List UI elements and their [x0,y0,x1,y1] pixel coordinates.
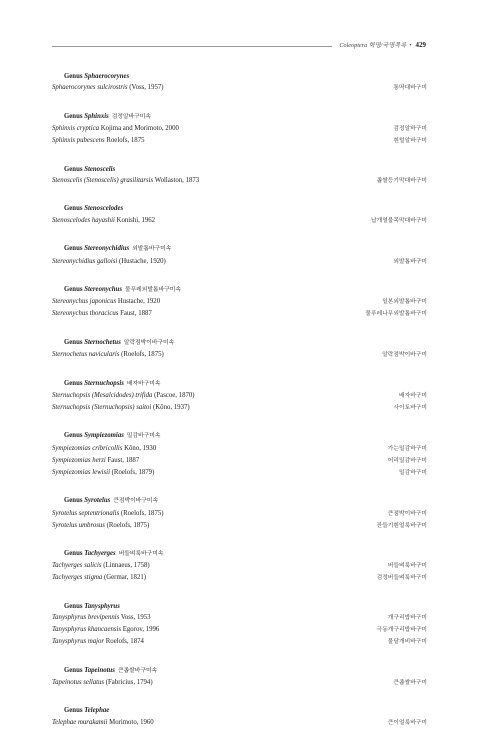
species-korean-name: 알락점박이바구미 [382,352,427,359]
genus-name: Sympiezomias [84,432,124,440]
species-entry [52,612,151,623]
species-author: Wollaston, 1873 [153,177,200,184]
species-name: Sympiezomias cribricollis [52,444,123,452]
species-name: Sternochetus navicularis [52,351,120,359]
genus-label: Genus [64,549,85,557]
species-name: Stereonychus thoracicus [52,310,119,318]
genus-name: Sternuchopsis [84,379,124,387]
genus-label: Genus [64,379,85,387]
species-row [52,612,427,624]
genus-title [52,430,427,442]
species-row [52,560,427,572]
species-korean-name: 외발톱바구미 [393,258,427,265]
species-entry [52,520,149,531]
species-entry [52,215,155,226]
species-row [52,308,427,320]
species-row [52,256,427,268]
genus-korean-name: 물푸레외발톱바구미속 [124,286,181,293]
species-list [52,71,427,745]
species-row [52,82,427,94]
species-korean-name: 검정버들벼룩바구미 [376,575,427,582]
genus-name: Sphaerocorynes [84,73,130,80]
species-author: Voss, 1953 [119,614,151,622]
species-author: Roelofs, 1874 [104,638,144,646]
species-name: Stenoscelis (Stenoscelis) grasilitarsis [52,177,154,184]
species-author: (Roelofs, 1879) [109,468,155,476]
species-author: (Roelofs, 1875) [119,509,164,517]
species-name: Tanysphyrus major [52,638,105,646]
genus-title [52,601,427,612]
species-row [52,296,427,308]
species-korean-name: 큰좁쌀바구미 [393,679,427,686]
species-author: Hustache, 1920 [116,298,161,306]
species-author: (Voss, 1957) [127,84,164,92]
genus-block [52,601,427,648]
species-author: Faust, 1887 [118,310,152,318]
species-korean-name: 납개열불목막대바구미 [371,217,427,224]
species-name: Sternuchopsis (Sternuchopsis) saitoi [52,403,152,411]
genus-title [52,548,427,560]
species-row [52,215,427,227]
species-author: Morimoto, 1960 [107,718,154,726]
species-row [52,455,427,467]
species-row [52,390,427,402]
species-row [52,636,427,648]
species-korean-name: 통딱대바구미 [393,85,427,92]
species-author: (Hustache, 1920) [117,257,166,265]
species-author: Roelofs, 1875 [104,137,145,145]
genus-block [52,284,427,320]
species-name: Stenoscelodes hayashii [52,216,115,224]
genus-block [52,495,427,531]
species-author: Egorov, 1996 [121,626,160,634]
species-korean-name: 잔들기흰얼룩바구미 [376,522,427,529]
species-author: (Pascoe, 1870) [152,391,195,399]
species-korean-name: 가는밀감바구미 [387,445,427,452]
genus-block [52,705,427,728]
genus-name: Stereonychus [84,285,122,293]
genus-title [52,203,427,214]
species-author: Konishi, 1962 [114,216,156,224]
species-name: Tapeinotus sellatus [52,678,105,686]
genus-name: Stenoscelodes [84,205,124,213]
genus-korean-name: 큰좁쌀바구미속 [117,667,158,674]
genus-korean-name: 배자바구미속 [126,380,161,387]
species-korean-name: 큰점박이바구미 [387,510,427,517]
species-entry [52,624,159,635]
genus-name: Telephae [84,707,110,715]
species-entry [52,308,152,319]
species-entry [52,390,195,401]
genus-title [52,111,427,123]
species-name: Tachyerges salicis [52,562,102,570]
species-author: (Germar, 1821) [102,574,146,582]
species-korean-name: 물달개비바구미 [387,639,427,646]
genus-title [52,337,427,349]
running-header [339,40,426,49]
species-korean-name: 일본외발톱바구미 [382,299,427,306]
species-entry [52,256,166,267]
genus-block [52,430,427,478]
genus-title [52,378,427,390]
species-entry [52,349,164,360]
species-name: Tanysphyrus brevipennis [52,614,120,622]
species-author: (Kôno, 1937) [151,403,190,411]
species-korean-name: 물푸레나무외발톱바구미 [365,311,427,318]
species-entry [52,636,144,647]
species-korean-name: 배자바구미 [399,392,427,399]
species-korean-name: 어리밀감바구미 [387,457,427,464]
species-name: Tanysphyrus khancaensis [52,626,122,634]
genus-block [52,548,427,584]
header-separator: • [409,42,412,49]
species-name: Sympiezomias herzi [52,456,106,464]
species-entry [52,717,154,728]
species-name: Sphinxis pubescens [52,137,105,145]
genus-korean-name: 외발톱바구미속 [132,246,172,253]
genus-label: Genus [64,432,85,440]
species-entry [52,455,139,466]
genus-block [52,378,427,414]
genus-title [52,284,427,296]
species-korean-name: 검정알바구미 [393,126,427,133]
species-entry [52,296,160,307]
species-entry [52,402,190,413]
species-author: Faust, 1887 [105,456,140,464]
genus-name: Tachyerges [84,549,116,557]
species-name: Stereonychus japonicus [52,298,117,306]
species-row [52,349,427,361]
genus-label: Genus [64,165,85,173]
species-row [52,135,427,147]
species-row [52,467,427,479]
genus-block [52,164,427,187]
genus-title [52,495,427,507]
genus-label: Genus [64,666,85,674]
genus-title [52,705,427,716]
species-row [52,624,427,636]
species-korean-name: 개구리밥바구미 [387,615,427,622]
species-name: Sphinxis cryptica [52,125,100,133]
genus-korean-name: 알락점박이바구미속 [123,339,175,346]
genus-block [52,71,427,94]
header-rule [52,46,332,47]
genus-name: Syrotelus [84,497,111,505]
genus-block [52,665,427,689]
running-title: Coleoptera 학명/국명목록 [339,42,407,49]
genus-label: Genus [64,707,85,715]
species-row [52,175,427,187]
genus-korean-name: 큰점박이바구미속 [113,498,159,505]
species-author: (Fabricius, 1794) [104,678,153,686]
genus-name: Stenoscelis [84,165,116,173]
genus-name: Sphinxis [84,112,109,120]
genus-korean-name: 밀감바구미속 [126,433,161,440]
species-korean-name: 큰이얼룩바구미 [387,719,427,726]
species-row [52,443,427,455]
species-name: Sphaerocorynes sulcirostris [52,84,128,92]
species-entry [52,467,154,478]
genus-label: Genus [64,338,85,346]
species-korean-name: 밀감바구미 [399,469,427,476]
species-author: Kojima and Morimoto, 2000 [99,125,179,133]
genus-name: Stereonychidius [84,245,130,253]
genus-title [52,164,427,175]
species-name: Sympiezomias lewisii [52,468,110,476]
species-entry [52,175,199,186]
genus-name: Sternochetus [84,338,121,346]
species-entry [52,443,156,454]
genus-title [52,243,427,255]
species-name: Tachyerges stigma [52,574,103,582]
genus-label: Genus [64,497,85,505]
species-author: (Roelofs, 1875) [119,351,164,359]
species-korean-name: 사이토바구미 [393,404,427,411]
species-korean-name: 좁쌀등기막대바구미 [376,178,427,184]
genus-block [52,243,427,267]
species-row [52,402,427,414]
species-name: Stereonychidius galloisi [52,257,118,265]
species-name: Sternuchopsis (Mesalcidodes) trifida [52,391,153,399]
species-entry [52,508,164,519]
species-name: Syrotelus umbrosus [52,521,105,529]
genus-label: Genus [64,602,85,610]
genus-label: Genus [64,112,85,120]
page-number: 429 [415,41,426,49]
species-author: (Linnaeus, 1758) [101,562,150,570]
genus-name: Tapeinotus [84,666,115,674]
genus-label: Genus [64,73,85,80]
genus-label: Genus [64,205,85,213]
genus-name: Tanysphyrus [84,602,120,610]
genus-block [52,337,427,361]
species-entry [52,560,150,571]
species-row [52,123,427,135]
species-row [52,572,427,584]
species-entry [52,572,146,583]
genus-label: Genus [64,285,85,293]
species-row [52,508,427,520]
genus-title [52,665,427,677]
species-korean-name: 극동개구리밥바구미 [376,627,427,634]
species-name: Syrotelus septentrionalis [52,509,120,517]
species-korean-name: 버들벼룩바구미 [387,563,427,570]
genus-korean-name: 버들벼룩바구미속 [118,550,164,557]
species-entry [52,123,179,134]
species-name: Telephae murakamii [52,718,108,726]
genus-block [52,111,427,147]
genus-title [52,71,427,82]
species-row [52,520,427,532]
page-header [0,40,480,54]
species-author: Kôno, 1930 [122,444,157,452]
species-row [52,717,427,729]
species-author: (Roelofs, 1875) [104,521,150,529]
genus-block [52,203,427,226]
species-entry [52,82,164,93]
species-korean-name: 흰털알바구미 [393,138,427,145]
genus-korean-name: 검정알바구미속 [111,113,151,120]
species-entry [52,135,145,146]
genus-label: Genus [64,245,85,253]
